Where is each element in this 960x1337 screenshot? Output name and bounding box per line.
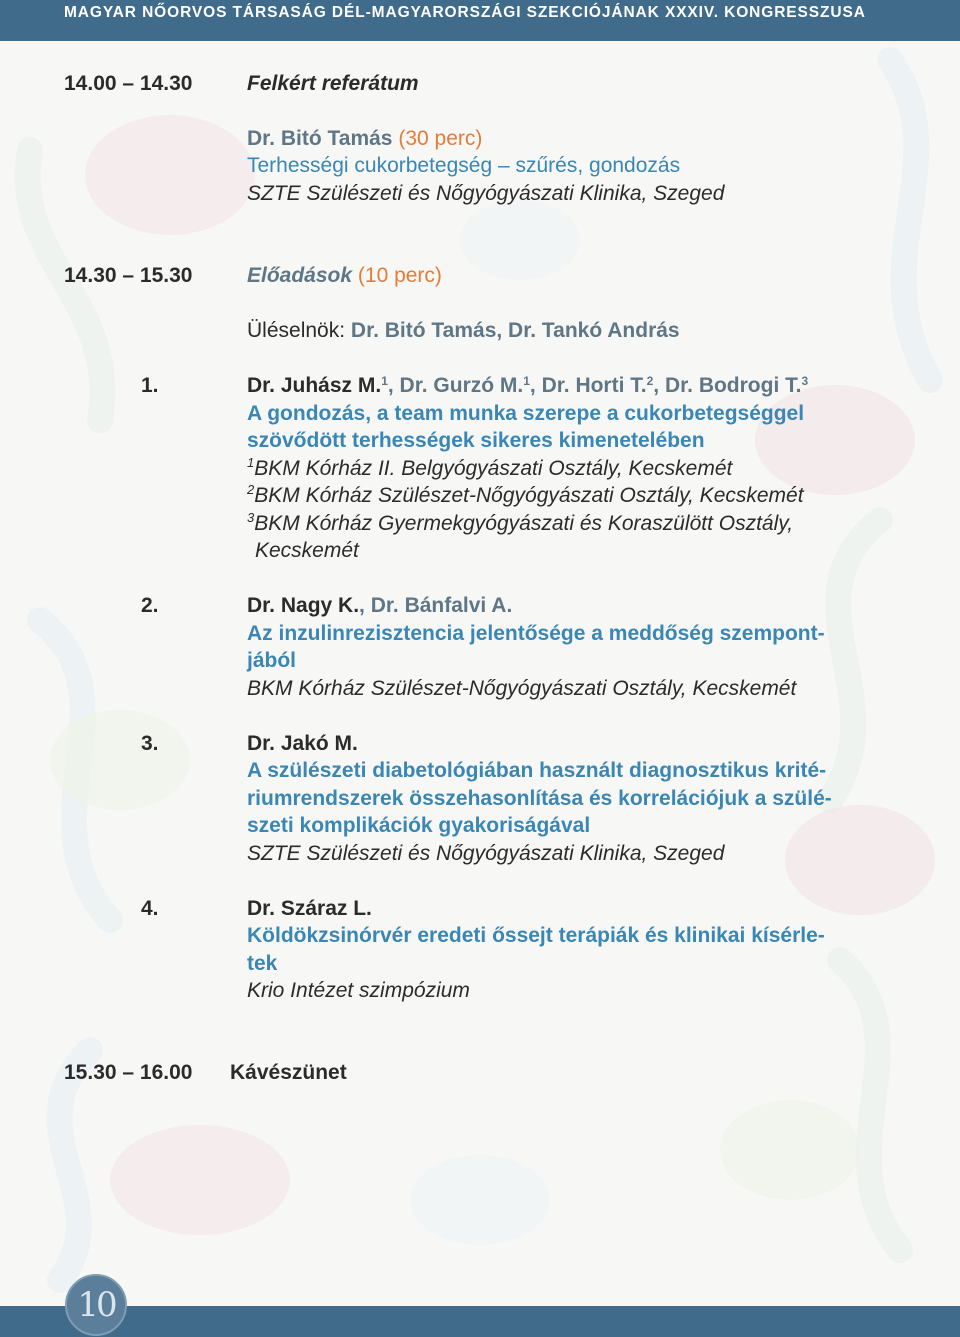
talk3-author: Dr. Jakó M. (247, 732, 358, 755)
session1-duration: (30 perc) (398, 127, 483, 150)
footer-bar (0, 1306, 960, 1337)
session1-institution: SZTE Szülészeti és Nőgyógyászati Klinika, Szeged (247, 182, 725, 205)
talk1-affiliation-3 (247, 510, 793, 538)
talk2-institution: BKM Kórház Szülészet-Nőgyógyászati Osztály, Kecskemét (247, 677, 797, 700)
talk1-author-4-affil: 3 (801, 374, 809, 388)
session1-speaker-line (247, 125, 482, 153)
affil-1-text: BKM Kórház II. Belgyógyászati Osztály, Kecskemét (254, 457, 733, 480)
talk2-author-1: Dr. Nagy K. (247, 594, 360, 617)
affil-3-text: BKM Kórház Gyermekgyógyászati és Koraszülött Osztály, (254, 512, 794, 535)
session1-time: 14.00 – 14.30 (64, 72, 193, 95)
affil-1-marker: 1 (247, 455, 255, 470)
session1-title: Felkért referátum (247, 72, 419, 95)
talk1-author-2-affil: 1 (523, 374, 530, 388)
talk3-title-line2: riumrendszerek összehasonlítása és korrelációjuk a szülé- (247, 787, 832, 810)
talk4-author: Dr. Száraz L. (247, 897, 372, 920)
affil-2-marker: 2 (247, 482, 255, 497)
talk2-authors (247, 592, 512, 620)
talk1-author-4: , Dr. Bodrogi T. (653, 374, 802, 397)
talk1-affiliation-2 (247, 482, 804, 510)
talk1-title-line1: A gondozás, a team munka szerepe a cukorbetegséggel (247, 402, 805, 425)
congress-title: MAGYAR NŐORVOS TÁRSASÁG DÉL-MAGYARORSZÁGI SZEKCIÓJÁNAK XXXIV. KONGRESSZUSA (64, 4, 866, 21)
chairs-label: Üléselnök: (247, 319, 346, 342)
talk2-number: 2. (141, 594, 159, 617)
talk1-authors (247, 372, 808, 400)
chairs-names: Dr. Bitó Tamás, Dr. Tankó András (350, 319, 680, 342)
talk4-title-line2: tek (247, 952, 278, 975)
talk3-title-line1: A szülészeti diabetológiában használt diagnosztikus krité- (247, 759, 827, 782)
session2-duration: (10 perc) (357, 264, 442, 287)
talk1-author-3: , Dr. Horti T. (529, 374, 647, 397)
break-title: Kávészünet (230, 1061, 347, 1084)
break-time: 15.30 – 16.00 (64, 1061, 193, 1084)
talk4-number: 4. (141, 897, 159, 920)
talk3-number: 3. (141, 732, 159, 755)
talk1-affiliation-1 (247, 455, 732, 483)
session1-speaker: Dr. Bitó Tamás (247, 127, 393, 150)
page-number-badge: 10 (65, 1274, 127, 1336)
session1-topic: Terhességi cukorbetegség – szűrés, gondozás (247, 154, 681, 177)
talk1-affiliation-3-cont: Kecskemét (255, 539, 359, 562)
talk1-author-1-affil: 1 (381, 374, 388, 388)
talk1-author-1: Dr. Juhász M. (247, 374, 382, 397)
talk1-author-2: , Dr. Gurzó M. (387, 374, 524, 397)
talk2-title-line1: Az inzulinrezisztencia jelentősége a meddőség szempont- (247, 622, 825, 645)
talk3-title-line3: szeti komplikációk gyakoriságával (247, 814, 591, 837)
talk1-author-3-affil: 2 (646, 374, 654, 388)
session2-title-line (247, 262, 442, 290)
talk1-number: 1. (141, 374, 159, 397)
talk1-title-line2: szövődött terhességek sikeres kimenetelében (247, 429, 705, 452)
talk4-institution: Krio Intézet szimpózium (247, 979, 470, 1002)
session2-title: Előadások (247, 264, 353, 287)
talk4-title-line1: Köldökzsinórvér eredeti őssejt terápiák és klinikai kísérle- (247, 924, 825, 947)
session2-time: 14.30 – 15.30 (64, 264, 193, 287)
talk2-title-line2: jából (247, 649, 297, 672)
talk2-author-2: , Dr. Bánfalvi A. (359, 594, 513, 617)
affil-2-text: BKM Kórház Szülészet-Nőgyógyászati Osztály, Kecskemét (254, 484, 804, 507)
session2-chairs-line (247, 317, 680, 345)
affil-3-marker: 3 (247, 510, 255, 525)
talk3-institution: SZTE Szülészeti és Nőgyógyászati Klinika, Szeged (247, 842, 725, 865)
congress-header-bar (0, 0, 960, 41)
